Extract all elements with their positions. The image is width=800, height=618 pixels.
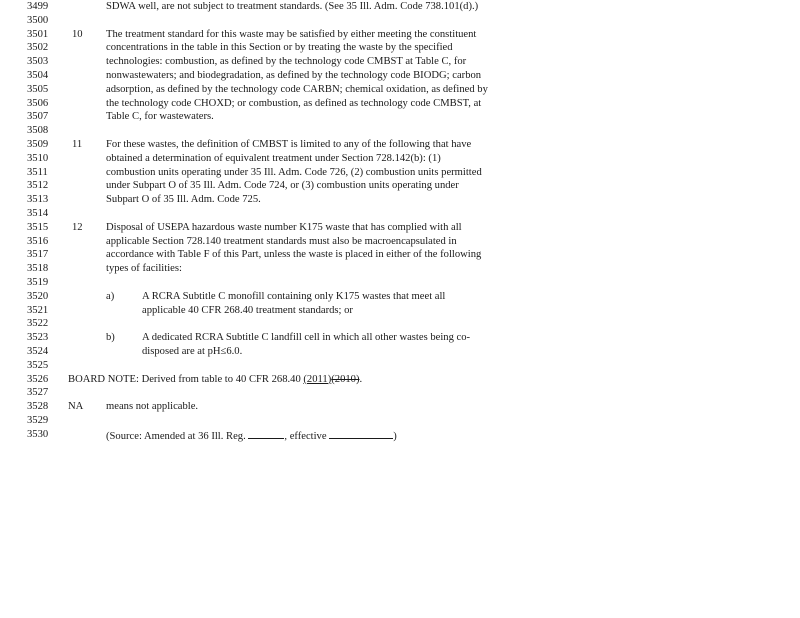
line-number: 3513 (27, 194, 49, 206)
line-text: BOARD NOTE: Derived from table to 40 CFR 268.40 (2011)(2010). (68, 373, 363, 385)
line-text: b) (106, 332, 115, 344)
line-text: technologies: combustion, as defined by the technology code CMBST at Table C, for (106, 56, 467, 68)
line-number: 3505 (27, 83, 49, 95)
line-text: the technology code CHOXD; or combustion, as defined as technology code CMBST, at (106, 97, 482, 109)
line-number: 3500 (27, 14, 49, 26)
fill-in-blank (329, 428, 393, 439)
line-number: 3517 (27, 249, 49, 261)
line-text: adsorption, as defined by the technology code CARBN; chemical oxidation, as defined by (106, 83, 488, 95)
document-line (0, 317, 800, 331)
document-line (0, 262, 800, 276)
line-number: 3501 (27, 28, 49, 40)
line-text: types of facilities: (106, 263, 182, 275)
line-number: 3512 (27, 180, 49, 192)
line-text: For these wastes, the definition of CMBST is limited to any of the following that have (106, 139, 472, 150)
document-line (0, 83, 800, 97)
line-text: means not applicable. (106, 401, 199, 413)
document-line (0, 221, 800, 235)
line-number: 3521 (27, 304, 49, 316)
document-line (0, 69, 800, 83)
document-line (0, 14, 800, 28)
document-line (0, 97, 800, 111)
fill-in-blank (248, 428, 284, 439)
line-number: 3511 (27, 166, 48, 178)
line-number: 3522 (27, 318, 49, 330)
document-line (0, 400, 800, 414)
line-number: 3519 (27, 277, 49, 288)
line-text: a) (106, 290, 115, 302)
document-line (0, 28, 800, 42)
line-text: Table C, for wastewaters. (106, 111, 214, 123)
document-line (0, 152, 800, 166)
line-text: 10 (72, 28, 83, 40)
document-line (0, 359, 800, 373)
line-number: 3504 (27, 70, 49, 81)
line-number: 3509 (27, 139, 49, 150)
document-line (0, 373, 800, 387)
line-text: A RCRA Subtitle C monofill containing only K175 wastes that meet all (142, 290, 446, 302)
document-line (0, 193, 800, 207)
document-line (0, 248, 800, 262)
document-line (0, 0, 800, 14)
document-line (0, 55, 800, 69)
line-text: combustion units operating under 35 Ill. Adm. Code 726, (2) combustion units permitted (106, 166, 482, 178)
document-line (0, 124, 800, 138)
document-line (0, 414, 800, 428)
line-number: 3523 (27, 332, 49, 344)
document-line (0, 41, 800, 55)
document-line (0, 110, 800, 124)
line-number: 3520 (27, 290, 49, 302)
document-line (0, 428, 800, 442)
document-line (0, 166, 800, 180)
document-line (0, 304, 800, 318)
line-text: accordance with Table F of this Part, unless the waste is placed in either of the following (106, 249, 482, 261)
line-number: 3530 (27, 428, 49, 440)
line-number: 3518 (27, 263, 49, 275)
line-number: 3499 (27, 1, 49, 12)
document-line (0, 138, 800, 152)
line-number: 3514 (27, 208, 49, 219)
document-line (0, 345, 800, 359)
line-number: 3510 (27, 152, 49, 164)
line-text: nonwastewaters; and biodegradation, as defined by the technology code BIODG; carbon (106, 70, 482, 81)
line-number: 3506 (27, 97, 49, 109)
line-text: A dedicated RCRA Subtitle C landfill cell in which all other wastes being co- (142, 332, 471, 344)
document-line (0, 207, 800, 221)
line-number: 3515 (27, 221, 49, 233)
line-text: under Subpart O of 35 Ill. Adm. Code 724, or (3) combustion units operating under (106, 180, 459, 192)
line-text: concentrations in the table in this Section or by treating the waste by the specified (106, 42, 453, 54)
line-number: 3529 (27, 415, 49, 426)
line-text: NA (68, 401, 84, 413)
document-line (0, 386, 800, 400)
line-text: applicable Section 728.140 treatment standards must also be macroencapsulated in (106, 235, 457, 247)
deleted-text: (2010) (331, 373, 360, 385)
document-line (0, 290, 800, 304)
document-line (0, 179, 800, 193)
line-number: 3503 (27, 56, 49, 68)
line-text: disposed are at pH≤6.0. (142, 346, 243, 357)
line-text: applicable 40 CFR 268.40 treatment standards; or (142, 304, 353, 316)
line-text: Disposal of USEPA hazardous waste number K175 waste that has complied with all (106, 221, 462, 233)
line-text: 11 (72, 139, 83, 150)
line-text: 12 (72, 221, 83, 233)
line-number: 3526 (27, 373, 49, 385)
line-number: 3525 (27, 359, 49, 371)
document-line (0, 331, 800, 345)
line-text: obtained a determination of equivalent treatment under Section 728.142(b): (1) (106, 152, 441, 164)
line-text: The treatment standard for this waste may be satisfied by either meeting the constituent (106, 28, 477, 40)
line-number: 3507 (27, 111, 49, 123)
document-line (0, 235, 800, 249)
line-text: (Source: Amended at 36 Ill. Reg. , effective ) (106, 428, 397, 444)
inserted-text: (2011) (303, 373, 332, 385)
line-text: Subpart O of 35 Ill. Adm. Code 725. (106, 194, 261, 206)
line-text: SDWA well, are not subject to treatment standards. (See 35 Ill. Adm. Code 738.101(d).) (106, 1, 479, 12)
line-number: 3524 (27, 346, 49, 357)
document-line (0, 276, 800, 290)
line-number: 3528 (27, 401, 49, 413)
line-number: 3502 (27, 42, 49, 54)
line-number: 3516 (27, 235, 49, 247)
line-number: 3527 (27, 387, 49, 399)
line-number: 3508 (27, 125, 49, 137)
